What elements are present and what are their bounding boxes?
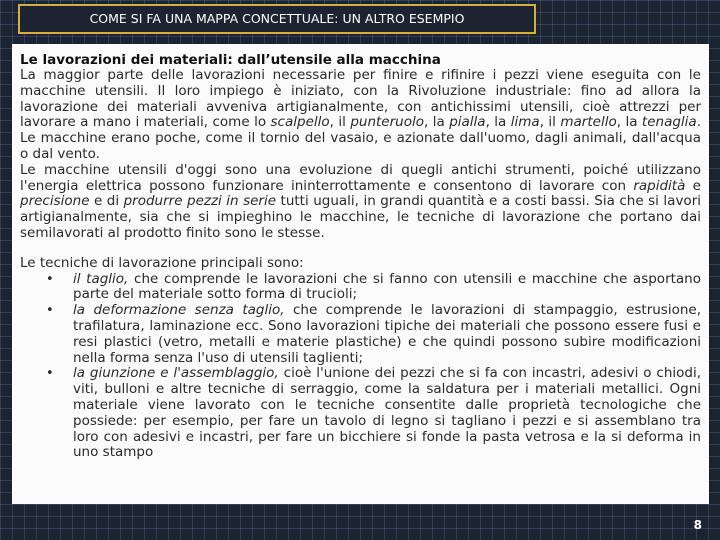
slide-title: COME SI FA UNA MAPPA CONCETTUALE: UN ALTRO ESEMPIO: [18, 4, 536, 34]
bullet-icon: •: [46, 303, 54, 319]
paragraph-modern-machines: Le macchine utensili d'oggi sono una evoluzione di quegli antichi strumenti, poiché utilizzano l'energia elettrica possono funzionare ininterrottamente e consentono di lavorare con rapidità e precisione e di produrre pezzi in serie tutti uguali, in grandi quantità e a costi bassi. Sia che si lavori artigianalmente, sia che si impieghino le macchine, le tecniche di lavorazione che portano dai semilavorati al prodotto finito sono le stesse.: [20, 161, 701, 241]
bullet-icon: •: [46, 366, 54, 382]
page-number: 8: [693, 518, 702, 532]
scanned-document: [12, 44, 709, 504]
list-item: • il taglio, che comprende le lavorazioni che si fanno con utensili e macchine che asportano parte del materiale sotto forma di trucioli;: [46, 270, 702, 303]
bullet-icon: •: [46, 271, 54, 287]
list-item: • la giunzione e l'assemblaggio, cioè l'unione dei pezzi che si fa con incastri, adesivi o chiodi, viti, bulloni e altre tecniche di serraggio, come la saldatura per i materiali metallici. Ogni materiale viene lavorato con le tecniche consentite dalle proprietà tecnologiche che possiede: per esempio, per fare un tavolo di legno si tagliano i pezzi e si assemblano tra loro con adesivi e incastri, per fare un bicchiere si fonde la pasta vetrosa e la si deforma in uno stampo: [46, 365, 701, 461]
document-heading: Le lavorazioni dei materiali: dall’utensile alla macchina: [20, 52, 441, 68]
paragraph-history: La maggior parte delle lavorazioni necessarie per finire e rifinire i pezzi viene eseguita con le macchine utensili. Il loro impiego è iniziato, con la Rivoluzione industriale: fino ad allora la lavorazione dei materiali avveniva artigianalmente, con antichissimi utensili, cioè attrezzi per lavorare a mano i materiali, come lo scalpello, il punteruolo, la pialla, la lima, il martello, la tenaglia. Le macchine erano poche, come il tornio del vasaio, e azionate dall'uomo, dagli animali, dall'acqua o dal vento.: [20, 67, 701, 162]
list-item: • la deformazione senza taglio, che comprende le lavorazioni di stampaggio, estrusione, trafilatura, laminazione ecc. Sono lavorazioni tipiche dei materiali che possono essere fusi e resi plastici (vetro, metalli e materie plastiche) e che quindi possono subire modificazioni nella forma senza l'uso di utensili taglienti;: [46, 302, 701, 366]
techniques-list: [20, 272, 701, 462]
list-intro: Le tecniche di lavorazione principali sono:: [20, 254, 304, 271]
